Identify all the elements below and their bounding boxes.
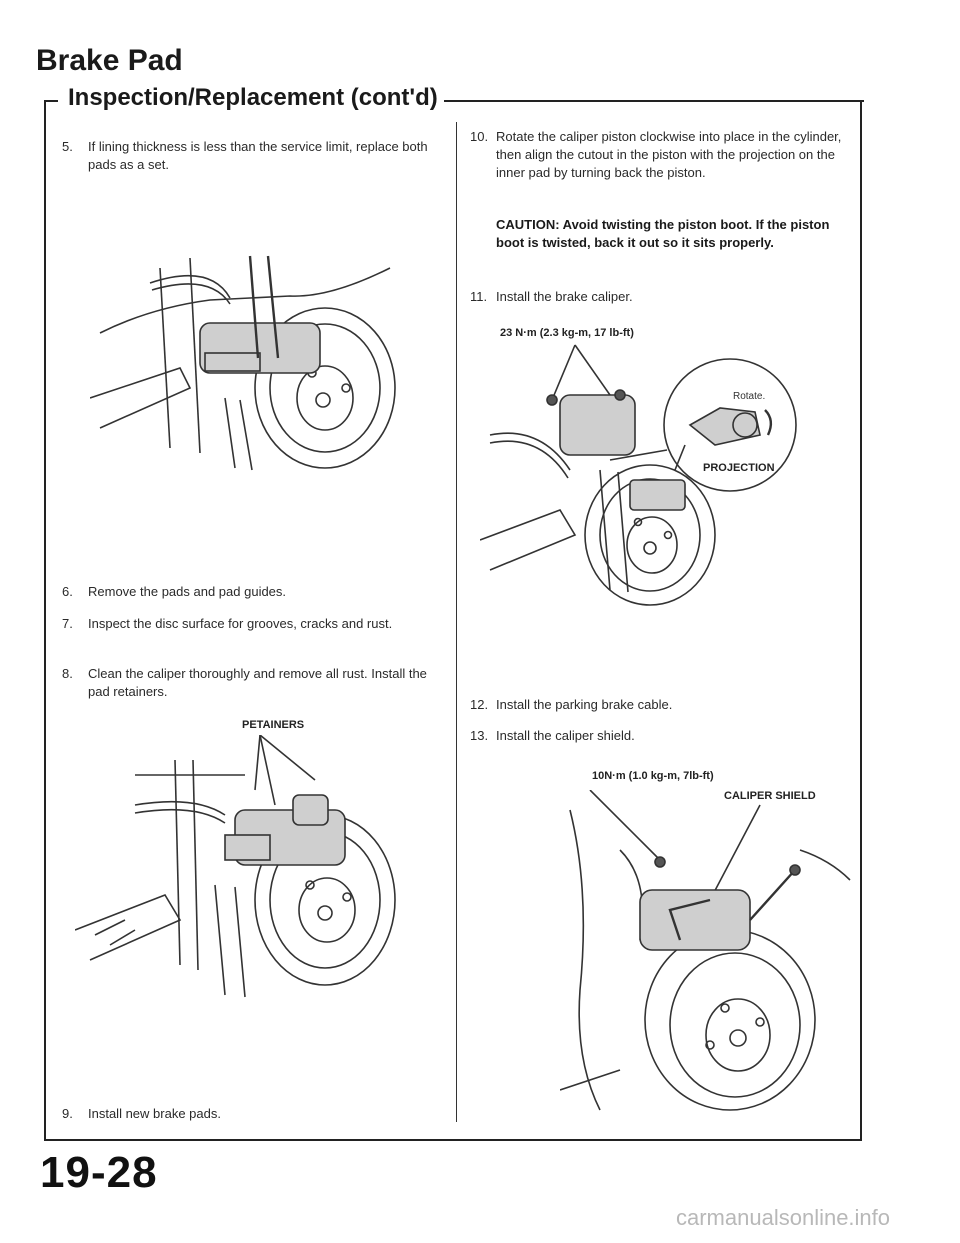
step-number: 7. (62, 616, 73, 631)
step-8 (62, 665, 436, 705)
shield-torque-label: 10N·m (1.0 kg-m, 7lb-ft) (592, 770, 714, 782)
step-text: Inspect the disc surface for grooves, cracks and rust. (88, 616, 393, 631)
column-divider (456, 122, 457, 1122)
step-number: 6. (62, 584, 73, 599)
caliper-torque-label: 23 N·m (2.3 kg-m, 17 lb-ft) (500, 327, 634, 339)
step-12 (470, 696, 846, 716)
watermark: carmanualsonline.info (676, 1205, 891, 1230)
section-header (44, 84, 864, 114)
step-number: 12. (470, 697, 489, 712)
step-9 (62, 1105, 436, 1125)
step-number: 10. (470, 129, 489, 144)
step-text: Install the brake caliper. (496, 289, 633, 304)
page-title: Brake Pad (36, 44, 183, 77)
projection-label: PROJECTION (703, 462, 775, 474)
caliper-shield-label: CALIPER SHIELD (724, 790, 816, 802)
step-text: Rotate the caliper piston clockwise into place in the cylinder, then align the cutout in the piston with the projection on the inner pad by turning back the piston. (496, 129, 842, 180)
step-number: 9. (62, 1106, 73, 1121)
step-text: If lining thickness is less than the service limit, replace both pads as a set. (88, 139, 428, 172)
step-number: 11. (470, 289, 488, 304)
frame-right-border (860, 100, 862, 1140)
step-6 (62, 583, 436, 603)
frame-left-border (44, 100, 46, 1140)
step-text: Install the parking brake cable. (496, 697, 673, 712)
header-rule-left (44, 100, 58, 102)
step-text: Install the caliper shield. (496, 728, 635, 743)
header-rule-right (424, 100, 864, 102)
step-text: Install new brake pads. (88, 1106, 221, 1121)
step-number: 5. (62, 139, 73, 154)
step-text: Clean the caliper thoroughly and remove all rust. Install the pad retainers. (88, 666, 427, 699)
retainer-install-illustration (75, 735, 405, 1005)
section-subtitle: Inspection/Replacement (cont'd) (68, 84, 444, 112)
page-number: 19-28 (40, 1148, 158, 1197)
step-text: Remove the pads and pad guides. (88, 584, 287, 599)
pad-removal-illustration (90, 238, 420, 473)
caliper-shield-illustration (560, 790, 860, 1120)
step-7 (62, 615, 436, 655)
caution-note: CAUTION: Avoid twisting the piston boot. If the piston boot is twisted, back it out so it sits properly. (496, 217, 830, 250)
rotate-label: Rotate. (733, 391, 766, 402)
frame-bottom-border (44, 1139, 862, 1141)
step-number: 8. (62, 666, 73, 681)
step-number: 13. (470, 728, 489, 743)
step-13 (470, 727, 846, 747)
step-10 (470, 128, 846, 190)
caliper-install-illustration (480, 340, 820, 610)
step-5 (62, 138, 436, 178)
retainers-label: PETAINERS (242, 719, 305, 731)
step-11 (470, 288, 846, 308)
